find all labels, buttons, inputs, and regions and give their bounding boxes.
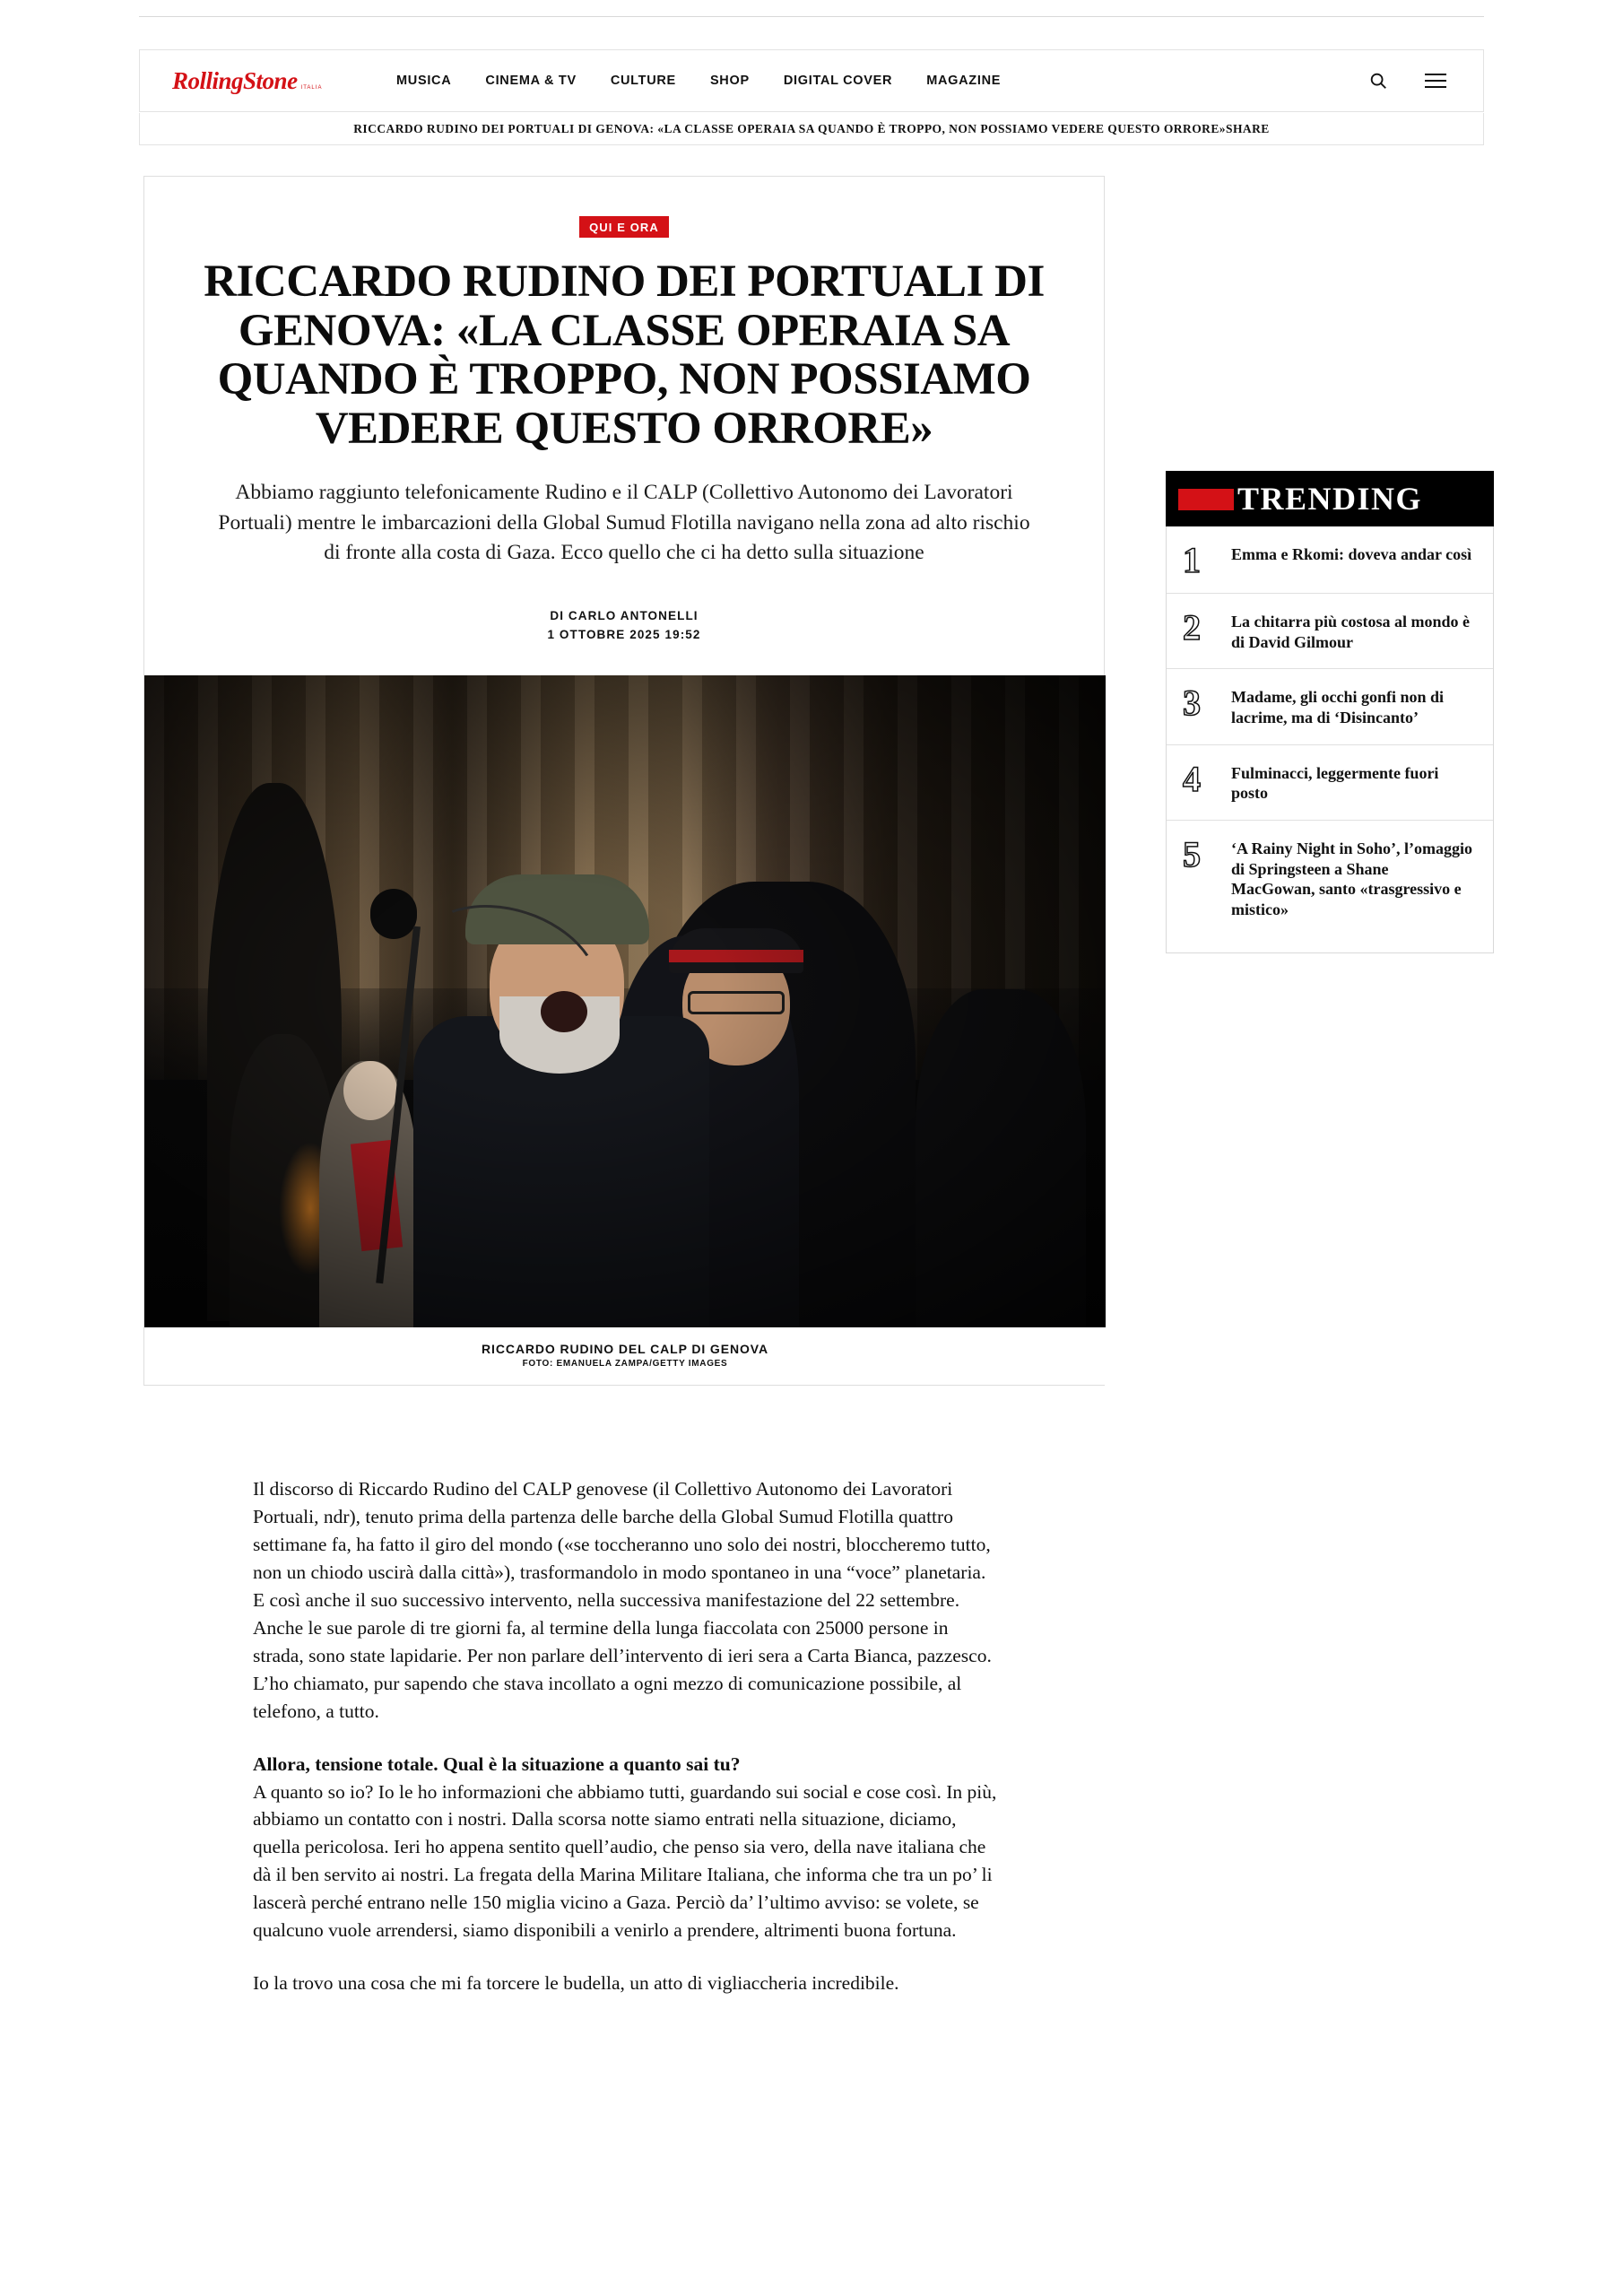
hero-caption-credit: FOTO: EMANUELA ZAMPA/GETTY IMAGES — [522, 1359, 728, 1370]
sticky-article-title: RICCARDO RUDINO DEI PORTUALI DI GENOVA: «LA CLASSE OPERAIA SA QUANDO È TROPPO, NON POSSIAMO VEDERE QUESTO ORRORE» — [353, 121, 1226, 135]
sticky-article-bar — [139, 113, 1484, 145]
trending-rank: 5 — [1183, 834, 1201, 875]
qa-answer-1: A quanto so io? Io le ho informazioni che abbiamo tutti, guardando sui social e cose così. In più, abbiamo un contatto con i nostri. Dalla scorsa notte siamo entrati nella situazione, diciamo, quella pericolosa. Ieri ho appena sentito quell’audio, che penso sia vero, della nave italiana che dà il ben servito ai nostri. La fregata della Marina Militare Italiana, che informa che tra un po’ li lascerà perché entrano nelle 150 miglia vicino a Gaza. Perciò da’ l’ultimo avviso: se volete, se qualcuno vuole arrendersi, siamo disponibili a venirlo a prendere, altrimenti buona fortuna. — [253, 1780, 997, 1942]
list-item[interactable] — [1167, 821, 1493, 936]
list-item[interactable] — [1167, 669, 1493, 744]
nav-item-shop[interactable]: SHOP — [709, 74, 750, 88]
byline-author: DI CARLO ANTONELLI — [550, 609, 699, 623]
nav-item-cinema-tv[interactable]: CINEMA & TV — [485, 74, 577, 88]
hero-image — [144, 675, 1106, 1327]
category-badge[interactable]: QUI E ORA — [579, 216, 669, 238]
site-header — [139, 49, 1484, 112]
hero-caption-text: RICCARDO RUDINO DEL CALP DI GENOVA — [482, 1342, 768, 1357]
logo-wordmark: RollingStone — [172, 66, 298, 94]
trending-rank: 2 — [1183, 607, 1201, 648]
trending-rank: 4 — [1183, 758, 1201, 799]
search-icon[interactable] — [1367, 69, 1390, 92]
logo-subtext: ITALIA — [300, 84, 323, 91]
nav-item-digital-cover[interactable]: DIGITAL COVER — [783, 74, 893, 88]
article-body — [253, 1475, 997, 2022]
list-item[interactable] — [1167, 745, 1493, 821]
trending-red-accent — [1178, 489, 1234, 510]
page-title: RICCARDO RUDINO DEI PORTUALI DI GENOVA: «LA CLASSE OPERAIA SA QUANDO È TROPPO, NON POSSIAMO VEDERE QUESTO ORRORE» — [204, 257, 1045, 454]
hamburger-menu-icon[interactable] — [1424, 69, 1447, 92]
header-actions — [1367, 69, 1447, 92]
trending-headline[interactable]: Madame, gli occhi gonfi non di lacrime, ma di ‘Disincanto’ — [1231, 688, 1445, 727]
trending-headline[interactable]: ‘A Rainy Night in Soho’, l’omaggio di Springsteen a Shane MacGowan, santo «trasgressivo e mistico» — [1231, 839, 1473, 919]
list-item[interactable] — [1167, 594, 1493, 669]
trending-headline[interactable]: La chitarra più costosa al mondo è di David Gilmour — [1231, 613, 1471, 651]
trending-sidebar — [1166, 471, 1494, 953]
nav-item-culture[interactable]: CULTURE — [610, 74, 676, 88]
trending-headline[interactable]: Emma e Rkomi: doveva andar così — [1231, 545, 1472, 563]
qa-block-1 — [253, 1751, 997, 1945]
article-card — [143, 176, 1105, 1386]
main-navigation — [396, 74, 1001, 88]
nav-item-musica[interactable]: MUSICA — [396, 74, 452, 88]
body-paragraph-closing: Io la trovo una cosa che mi fa torcere le budella, un atto di vigliaccheria incredibile. — [253, 1972, 899, 1995]
eyebrow-row — [144, 216, 1104, 238]
hero-caption — [144, 1327, 1106, 1385]
trending-rank: 1 — [1183, 540, 1201, 580]
trending-title: TRENDING — [1237, 481, 1423, 517]
article-dek: Abbiamo raggiunto telefonicamente Rudino e il CALP (Collettivo Autonomo dei Lavoratori Portuali) mentre le imbarcazioni della Global Sumud Flotilla navigano nella zona ad alto rischio di fronte alla costa di Gaza. Ecco quello che ci ha detto sulla situazione — [218, 481, 1030, 564]
byline — [144, 607, 1104, 645]
list-item[interactable] — [1167, 526, 1493, 594]
qa-question-1: Allora, tensione totale. Qual è la situazione a quanto sai tu? — [253, 1752, 741, 1775]
trending-rank: 3 — [1183, 683, 1201, 724]
byline-date: 1 OTTOBRE 2025 19:52 — [547, 628, 701, 642]
body-paragraph-1: Il discorso di Riccardo Rudino del CALP genovese (il Collettivo Autonomo dei Lavoratori Portuali, ndr), tenuto prima della partenza delle barche della Global Sumud Flotilla quattro settimane fa, ha fatto il giro del mondo («se toccheranno uno solo dei nostri, bloccheremo tutto, non un chiodo uscirà dalla città»), trasformandolo in modo spontaneo in una “voce” planetaria. E così anche il suo successivo intervento, nella successiva manifestazione del 22 settembre. Anche le sue parole di tre giorni fa, al termine della lunga fiaccolata con 25000 persone in strada, sono state lapidarie. Per non parlare dell’intervento di ieri sera a Carta Bianca, pazzesco. L’ho chiamato, pur sapendo che stava incollato a ogni mezzo di comunicazione possibile, al telefono, a tutto. — [253, 1478, 992, 1722]
share-button[interactable]: SHARE — [1226, 121, 1270, 135]
nav-item-magazine[interactable]: MAGAZINE — [926, 74, 1002, 88]
top-divider — [139, 16, 1484, 17]
trending-header — [1166, 471, 1494, 526]
rolling-stone-logo[interactable] — [172, 66, 343, 94]
trending-headline[interactable]: Fulminacci, leggermente fuori posto — [1231, 763, 1439, 803]
